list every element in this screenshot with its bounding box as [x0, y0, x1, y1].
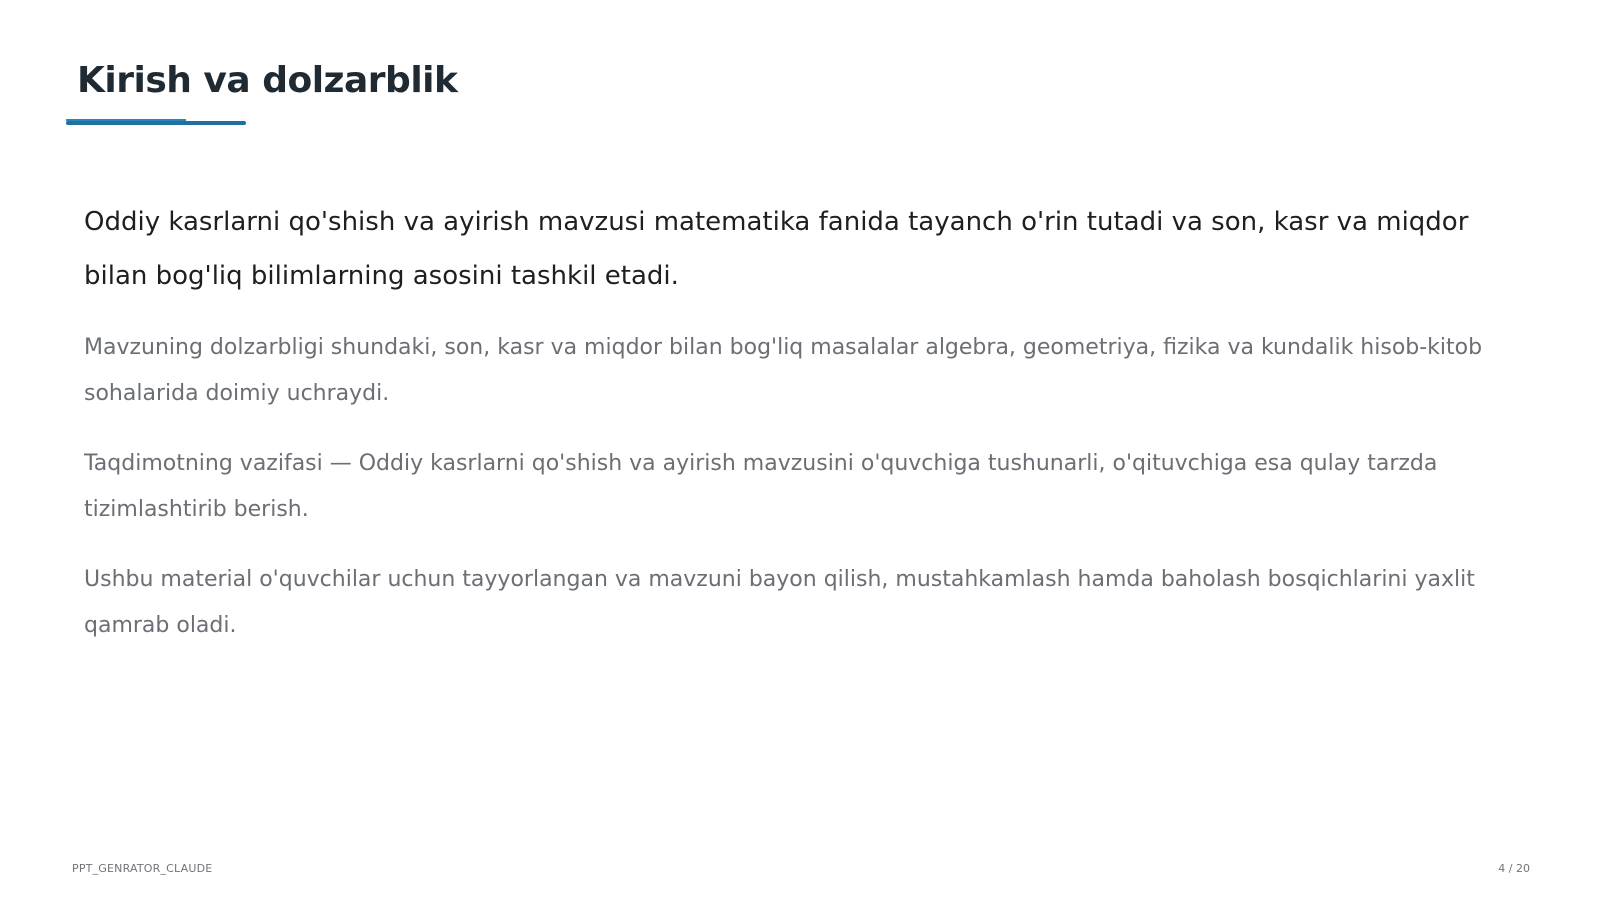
body-paragraph-audience: Ushbu material o'quvchilar uchun tayyorlangan va mavzuni bayon qilish, mustahkamlash hamda baholash bosqichlarini yaxlit qamrab oladi. [84, 567, 1475, 638]
lead-paragraph: Oddiy kasrlarni qo'shish va ayirish mavzusi matematika fanida tayanch o'rin tutadi va son, kasr va miqdor bilan bog'liq bilimlarning asosini tashkil etadi. [84, 207, 1469, 291]
footer-brand: PPT_GENRATOR_CLAUDE [72, 862, 213, 875]
body-paragraph-relevance: Mavzuning dolzarbligi shundaki, son, kasr va miqdor bilan bog'liq masalalar algebra, geometriya, fizika va kundalik hisob-kitob sohalarida doimiy uchraydi. [84, 335, 1483, 406]
page-indicator: 4 / 20 [1498, 862, 1530, 875]
slide-content [84, 195, 1504, 673]
slide-title: Kirish va dolzarblik [77, 60, 458, 101]
title-underline [66, 121, 246, 125]
body-paragraph-purpose: Taqdimotning vazifasi — Oddiy kasrlarni qo'shish va ayirish mavzusini o'quvchiga tushunarli, o'qituvchiga esa qulay tarzda tizimlashtirib berish. [84, 451, 1438, 522]
